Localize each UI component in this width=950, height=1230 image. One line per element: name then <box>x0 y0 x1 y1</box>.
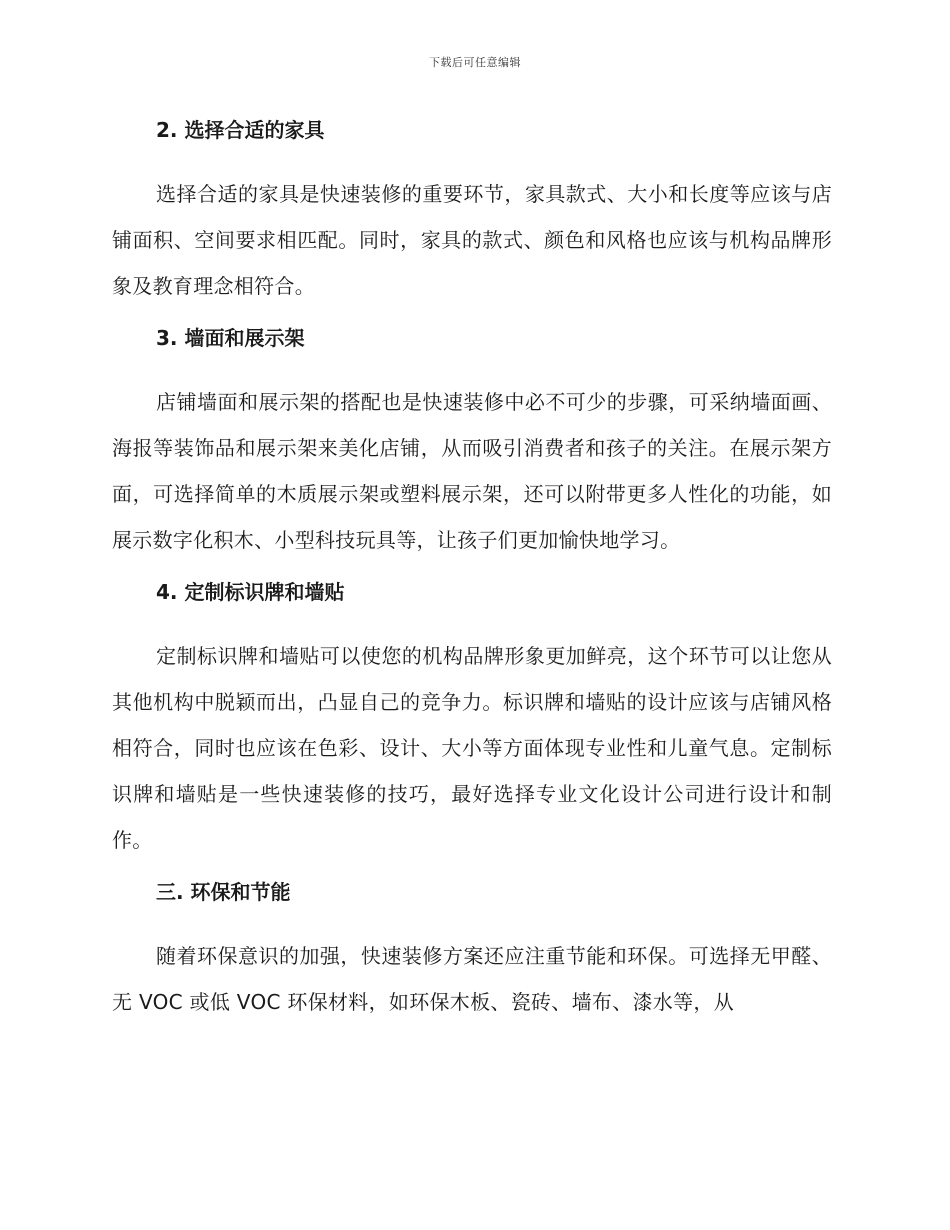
document-body <box>112 110 832 1034</box>
section-paragraph: 选择合适的家具是快速装修的重要环节，家具款式、大小和长度等应该与店铺面积、空间要求相匹配。同时，家具的款式、颜色和风格也应该与机构品牌形象及教育理念相符合。 <box>112 182 832 298</box>
section-paragraph: 定制标识牌和墙贴可以使您的机构品牌形象更加鲜亮，这个环节可以让您从其他机构中脱颖而出，凸显自己的竞争力。标识牌和墙贴的设计应该与店铺风格相符合，同时也应该在色彩、设计、大小等方面体现专业性和儿童气息。定制标识牌和墙贴是一些快速装修的技巧，最好选择专业文化设计公司进行设计和制作。 <box>112 644 832 852</box>
section-paragraph: 随着环保意识的加强，快速装修方案还应注重节能和环保。可选择无甲醛、无 VOC 或低 VOC 环保材料，如环保木板、瓷砖、墙布、漆水等，从 <box>112 944 832 1014</box>
section-paragraph: 店铺墙面和展示架的搭配也是快速装修中必不可少的步骤，可采纳墙面画、海报等装饰品和展示架来美化店铺，从而吸引消费者和孩子的关注。在展示架方面，可选择简单的木质展示架或塑料展示架，还可以附带更多人性化的功能，如展示数字化积木、小型科技玩具等，让孩子们更加愉快地学习。 <box>112 390 832 552</box>
section-heading: 三. 环保和节能 <box>156 880 291 904</box>
page-header-note: 下载后可任意编辑 <box>429 56 521 69</box>
section-signage <box>112 572 832 863</box>
section-heading: 2. 选择合适的家具 <box>156 118 325 142</box>
section-walls-display <box>112 318 832 563</box>
section-heading: 4. 定制标识牌和墙贴 <box>156 580 345 604</box>
section-eco-energy <box>112 872 832 1025</box>
section-furniture <box>112 110 832 309</box>
section-heading: 3. 墙面和展示架 <box>156 326 305 350</box>
